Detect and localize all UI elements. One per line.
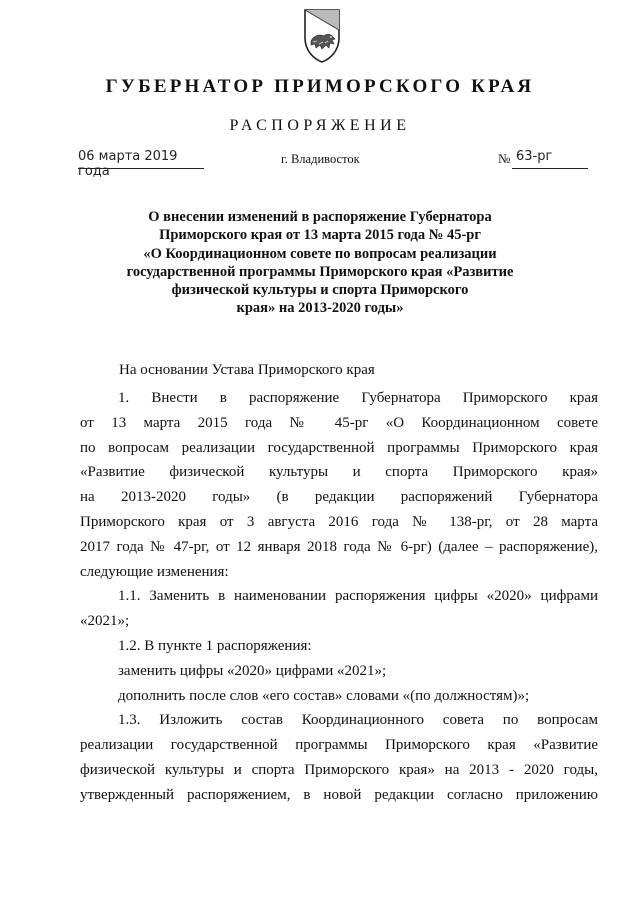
body-line: «2021»; <box>80 613 130 630</box>
heading-line: «О Координационном совете по вопросам реализации <box>143 245 497 262</box>
body-line: 1.1. Заменить в наименовании распоряжения цифры «2020» цифрами <box>118 588 598 605</box>
heading-line: физической культуры и спорта Приморского <box>171 282 469 299</box>
basis-paragraph: На основании Устава Приморского края <box>119 362 375 378</box>
coat-of-arms-icon <box>302 8 342 64</box>
body-line: от 13 марта 2015 года № 45-рг «О Координационном совете <box>80 414 598 431</box>
heading-line: края» на 2013-2020 годы» <box>236 300 404 317</box>
body-line: Приморского края от 3 августа 2016 года № 138-рг, от 28 марта <box>80 513 598 530</box>
body-line: утвержденный распоряжением, в новой редакции согласно приложению <box>80 786 598 803</box>
body-line: заменить цифры «2020» цифрами «2021»; <box>118 662 387 679</box>
document-city: г. Владивосток <box>281 152 360 166</box>
heading-line: государственной программы Приморского края «Развитие <box>126 263 514 280</box>
body-line: следующие изменения: <box>80 563 229 580</box>
body-line: 2017 года № 47-рг, от 12 января 2018 года № 6-рг) (далее – распоряжение), <box>80 538 598 555</box>
heading-line: Приморского края от 13 марта 2015 года № 45-рг <box>159 227 481 244</box>
body-line: реализации государственной программы Приморского края «Развитие <box>80 737 598 754</box>
heading-line: О внесении изменений в распоряжение Губернатора <box>148 209 492 225</box>
date-underline <box>78 168 204 169</box>
body-line: 1.3. Изложить состав Координационного совета по вопросам <box>118 712 598 729</box>
number-underline <box>512 168 588 169</box>
document-body <box>80 386 598 808</box>
body-line: «Развитие физической культуры и спорта Приморского края» <box>80 464 598 481</box>
governor-title: ГУБЕРНАТОР ПРИМОРСКОГО КРАЯ <box>105 76 535 97</box>
document-type: РАСПОРЯЖЕНИЕ <box>229 117 411 134</box>
document-heading <box>120 208 520 318</box>
body-line: дополнить после слов «его состав» словами «(по должностям)»; <box>118 687 530 704</box>
body-line: на 2013-2020 годы» (в редакции распоряжений Губернатора <box>80 489 598 506</box>
body-line: 1.2. В пункте 1 распоряжения: <box>118 637 312 654</box>
document-number: 63-рг <box>516 149 553 164</box>
number-label: № <box>498 151 511 166</box>
body-line: 1. Внести в распоряжение Губернатора Приморского края <box>118 390 598 406</box>
body-line: по вопросам реализации государственной программы Приморского края <box>80 439 598 456</box>
document-date: 06 марта 2019 года <box>78 149 178 179</box>
body-line: физической культуры и спорта Приморского края» на 2013 - 2020 годы, <box>80 761 598 778</box>
